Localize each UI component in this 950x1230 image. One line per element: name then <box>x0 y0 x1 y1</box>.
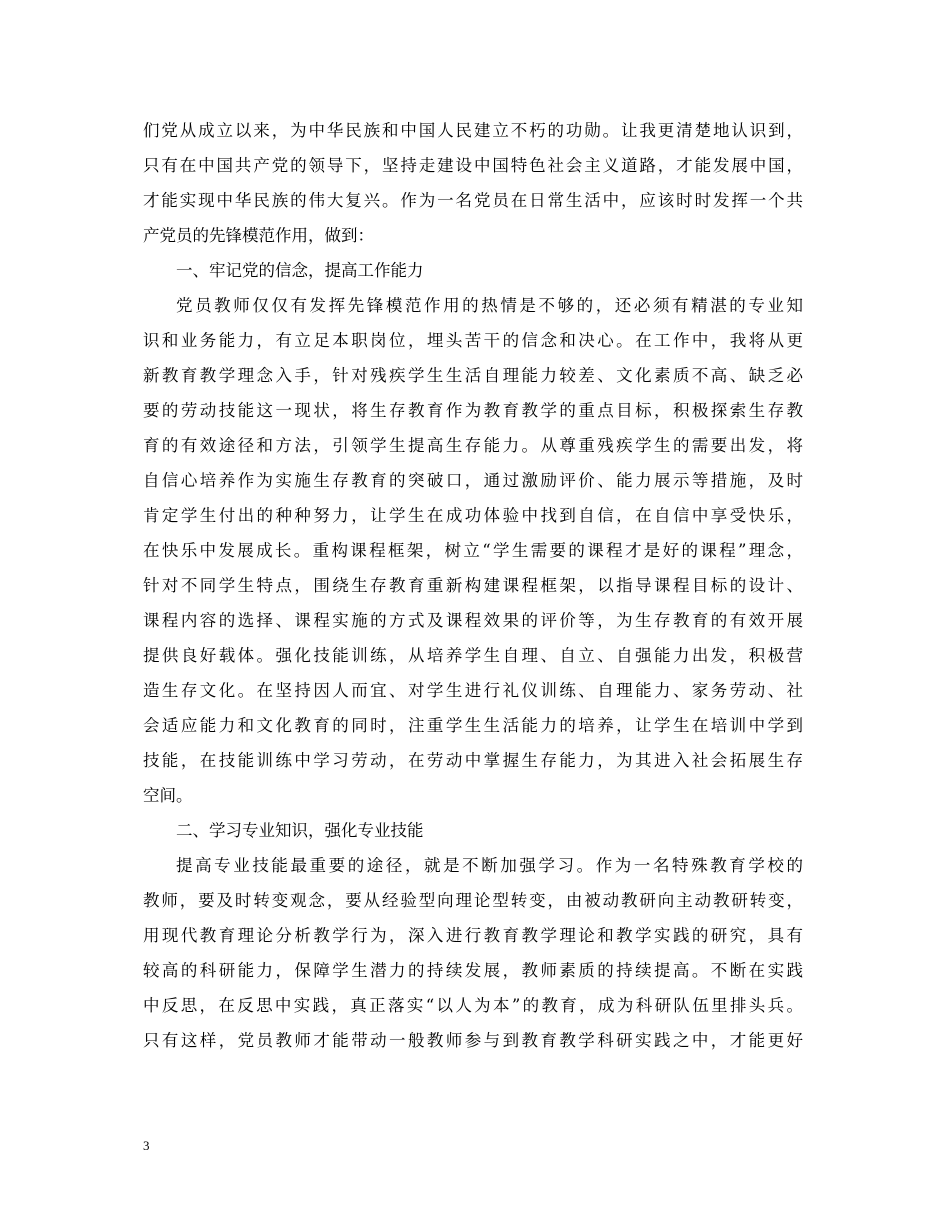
text-line: 教师，要及时转变观念，要从经验型向理论型转变，由被动教研向主动教研转变， <box>143 891 803 910</box>
document-body <box>143 113 803 1058</box>
text-line: 产党员的先锋模范作用，做到： <box>143 226 374 245</box>
text-line: 才能实现中华民族的伟大复兴。作为一名党员在日常生活中，应该时时发挥一个共 <box>143 191 803 210</box>
text-line: 较高的科研能力，保障学生潜力的持续发展，教师素质的持续提高。不断在实践 <box>143 961 803 980</box>
text-line: 育的有效途径和方法，引领学生提高生存能力。从尊重残疾学生的需要出发，将 <box>143 436 803 455</box>
text-line: 只有这样，党员教师才能带动一般教师参与到教育教学科研实践之中，才能更好 <box>143 1031 803 1050</box>
section-heading: 二、学习专业知识，强化专业技能 <box>176 821 424 840</box>
text-line: 肯定学生付出的种种努力，让学生在成功体验中找到自信，在自信中享受快乐， <box>143 506 803 525</box>
text-line: 针对不同学生特点，围绕生存教育重新构建课程框架，以指导课程目标的设计、 <box>143 576 803 595</box>
text-line: 提供良好载体。强化技能训练，从培养学生自理、自立、自强能力出发，积极营 <box>143 646 803 665</box>
text-line: 只有在中国共产党的领导下，坚持走建设中国特色社会主义道路，才能发展中国， <box>143 156 803 175</box>
text-line: 用现代教育理论分析教学行为，深入进行教育教学理论和教学实践的研究，具有 <box>143 926 803 945</box>
text-line: 造生存文化。在坚持因人而宜、对学生进行礼仪训练、自理能力、家务劳动、社 <box>143 681 803 700</box>
text-line: 技能，在技能训练中学习劳动，在劳动中掌握生存能力，为其进入社会拓展生存 <box>143 751 803 770</box>
text-line: 们党从成立以来，为中华民族和中国人民建立不朽的功勋。让我更清楚地认识到， <box>143 121 803 140</box>
text-line: 识和业务能力，有立足本职岗位，埋头苦干的信念和决心。在工作中，我将从更 <box>143 331 803 350</box>
text-line: 提高专业技能最重要的途径，就是不断加强学习。作为一名特殊教育学校的 <box>176 856 803 875</box>
text-line: 自信心培养作为实施生存教育的突破口，通过激励评价、能力展示等措施，及时 <box>143 471 803 490</box>
text-line: 中反思，在反思中实践，真正落实“以人为本”的教育，成为科研队伍里排头兵。 <box>143 996 803 1015</box>
text-line: 课程内容的选择、课程实施的方式及课程效果的评价等，为生存教育的有效开展 <box>143 611 803 630</box>
text-line: 在快乐中发展成长。重构课程框架，树立“学生需要的课程才是好的课程”理念， <box>143 541 803 560</box>
text-line: 要的劳动技能这一现状，将生存教育作为教育教学的重点目标，积极探索生存教 <box>143 401 803 420</box>
page-number: 3 <box>143 1138 150 1153</box>
text-line: 空间。 <box>143 786 193 805</box>
text-line: 会适应能力和文化教育的同时，注重学生生活能力的培养，让学生在培训中学到 <box>143 716 803 735</box>
section-heading: 一、牢记党的信念，提高工作能力 <box>176 261 424 280</box>
text-line: 党员教师仅仅有发挥先锋模范作用的热情是不够的，还必须有精湛的专业知 <box>176 296 803 315</box>
text-line: 新教育教学理念入手，针对残疾学生生活自理能力较差、文化素质不高、缺乏必 <box>143 366 803 385</box>
